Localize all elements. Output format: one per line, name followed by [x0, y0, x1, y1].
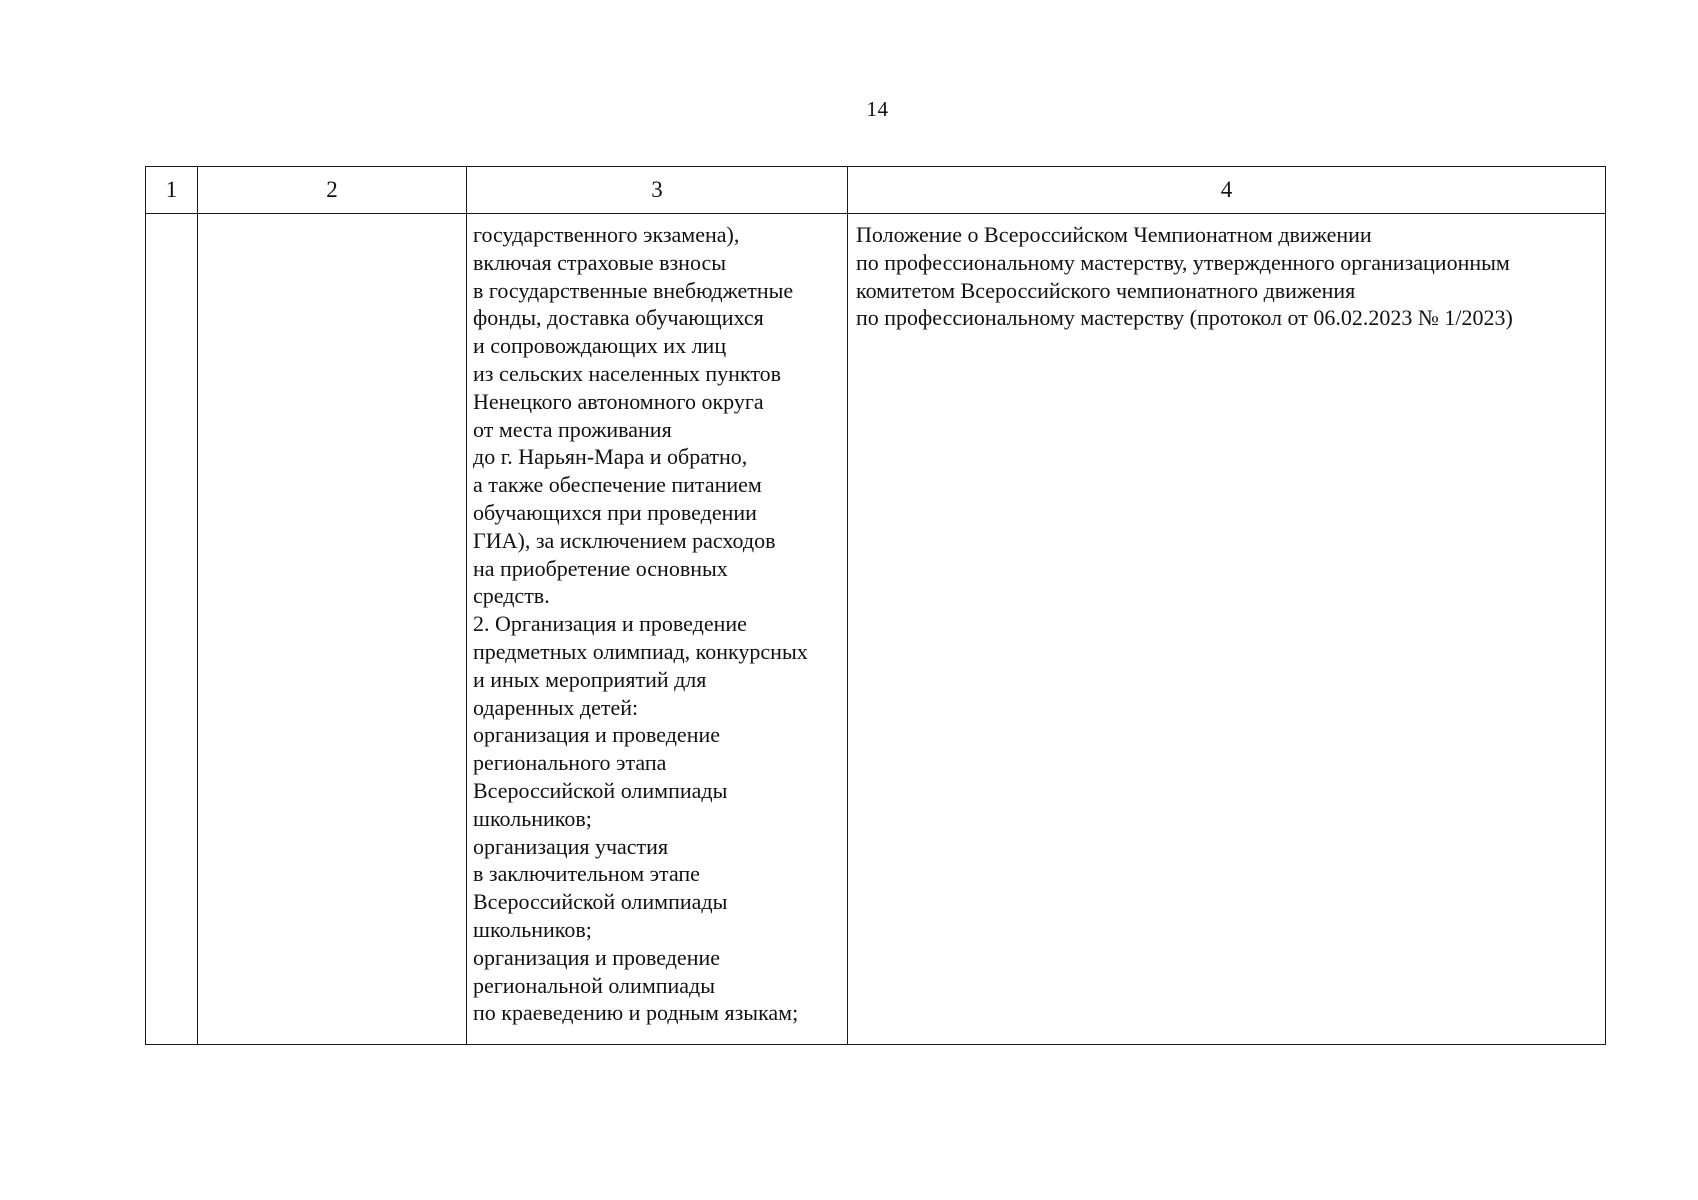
- body-cell-3: [467, 214, 848, 1045]
- col4-text-line: комитетом Всероссийского чемпионатного движения: [856, 277, 1356, 303]
- col4-text-line: Положение о Всероссийском Чемпионатном движении: [856, 222, 1372, 247]
- col3-text-line: Всероссийской олимпиады: [473, 889, 728, 915]
- col3-text-line: 2. Организация и проведение: [473, 611, 747, 637]
- col3-text-line: одаренных детей:: [473, 694, 639, 720]
- col3-text-line: региональной олимпиады: [473, 972, 716, 998]
- col4-text-line: по профессиональному мастерству, утвержденного организационным: [856, 249, 1510, 275]
- col4-text-line: по профессиональному мастерству (протокол от 06.02.2023 № 1/2023): [856, 305, 1513, 331]
- col3-text-line: школьников;: [473, 916, 592, 942]
- col3-text-line: Всероссийской олимпиады: [473, 777, 728, 803]
- col3-text-line: обучающихся при проведении: [473, 499, 757, 525]
- body-cell-2: [198, 214, 467, 1045]
- col3-text-line: в заключительном этапе: [473, 861, 700, 887]
- col4-text-block: [848, 214, 1605, 332]
- table-row: [146, 214, 1606, 1045]
- header-cell-1: 1: [146, 167, 198, 214]
- col3-text-line: и сопровождающих их лиц: [473, 333, 727, 359]
- col3-text-line: предметных олимпиад, конкурсных: [473, 638, 808, 664]
- col3-text-line: по краеведению и родным языкам;: [473, 1000, 799, 1026]
- col3-text-line: от места проживания: [473, 416, 672, 442]
- col3-text-line: в государственные внебюджетные: [473, 277, 794, 303]
- col3-text-line: регионального этапа: [473, 750, 667, 776]
- header-cell-4: 4: [848, 167, 1606, 214]
- col3-text-line: государственного экзамена),: [473, 222, 740, 247]
- col3-text-line: средств.: [473, 583, 550, 609]
- table-header-row: [146, 167, 1606, 214]
- header-cell-2: 2: [198, 167, 467, 214]
- col3-text-line: до г. Нарьян-Мара и обратно,: [473, 444, 748, 470]
- col3-text-line: Ненецкого автономного округа: [473, 388, 764, 414]
- col3-text-line: включая страховые взносы: [473, 249, 727, 275]
- page-number: 14: [866, 97, 889, 121]
- col3-text-line: на приобретение основных: [473, 555, 728, 581]
- col3-text-line: организация участия: [473, 833, 669, 859]
- col3-text-line: организация и проведение: [473, 944, 721, 970]
- col3-text-line: ГИА), за исключением расходов: [473, 527, 776, 553]
- col3-text-line: а также обеспечение питанием: [473, 472, 762, 498]
- header-cell-3: 3: [467, 167, 848, 214]
- body-cell-1: [146, 214, 198, 1045]
- col3-text-line: фонды, доставка обучающихся: [473, 305, 764, 331]
- col3-text-line: школьников;: [473, 805, 592, 831]
- col3-text-line: и иных мероприятий для: [473, 666, 707, 692]
- body-cell-4: [848, 214, 1606, 1045]
- col3-text-line: организация и проведение: [473, 722, 721, 748]
- col3-text-line: из сельских населенных пунктов: [473, 360, 782, 386]
- col3-text-block: [467, 214, 847, 1027]
- document-table: [145, 166, 1606, 1045]
